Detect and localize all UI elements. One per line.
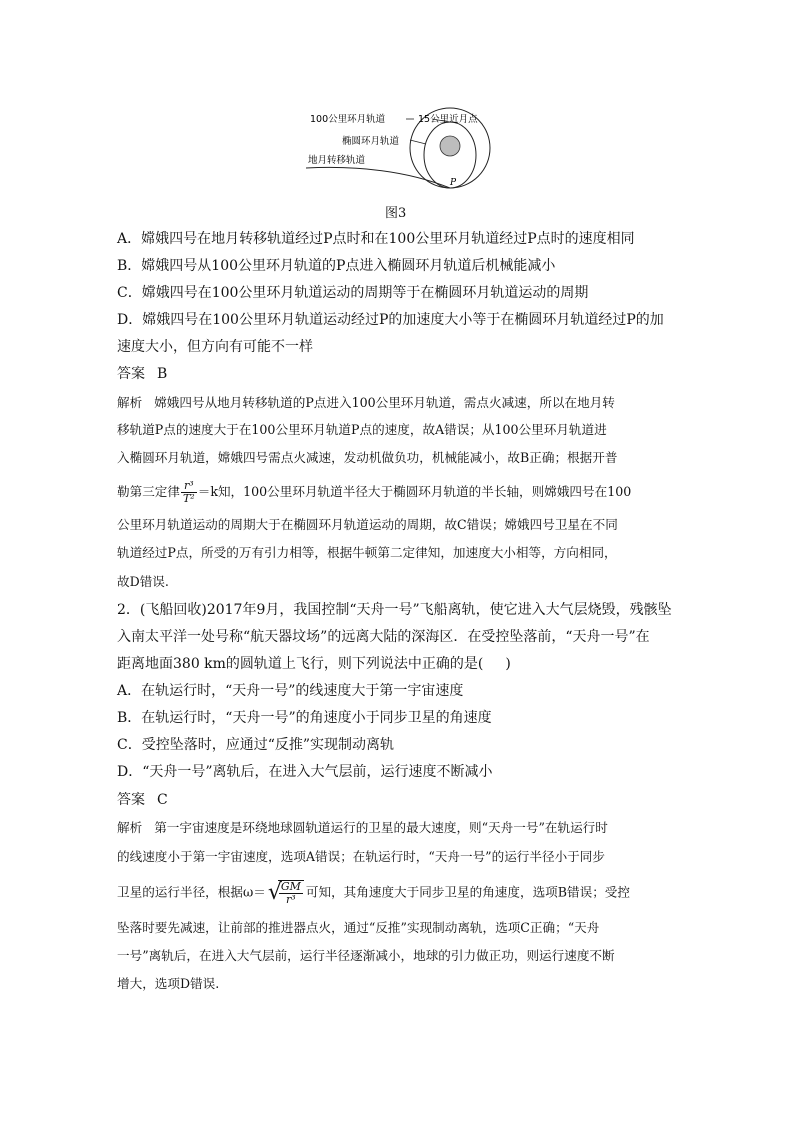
- q2-analysis-line: 坠落时要先减速，让前部的推进器点火，通过“反推”实现制动离轨，选项C正确；“天舟: [117, 920, 600, 935]
- q2-analysis-line: 一号”离轨后，在进入大气层前，运行半径逐渐减小，地球的引力做正功，则运行速度不断: [117, 948, 615, 963]
- label-transfer: 地月转移轨道: [308, 155, 366, 166]
- orbit-diagram: [300, 106, 500, 198]
- q1-analysis-line: [117, 393, 615, 413]
- q1-option-b: B．嫦娥四号从100公里环月轨道的P点进入椭圆环月轨道后机械能减小: [117, 258, 556, 274]
- leader-ellipse: [410, 140, 426, 144]
- q1-option-d: D．嫦娥四号在100公里环月轨道运动经过P的加速度大小等于在椭圆环月轨道经过P的加: [117, 312, 664, 328]
- kepler-fraction: [181, 480, 197, 505]
- answer-label: 答案: [117, 366, 145, 382]
- answer-value: B: [157, 366, 168, 382]
- fraction-denominator: r³: [286, 893, 296, 906]
- q1-analysis-line: 移轨道P点的速度大于在100公里环月轨道P点的速度，故A错误；从100公里环月轨道进: [117, 422, 607, 437]
- label-point-p: P: [450, 178, 457, 188]
- analysis-text: 勒第三定律: [117, 484, 180, 499]
- q2-answer: [117, 790, 168, 810]
- moon: [440, 136, 460, 156]
- q1-analysis-line: 轨道经过P点，所受的万有引力相等，根据牛顿第二定律知，加速度大小相等，方向相同，: [117, 545, 617, 560]
- figure-caption: 图3: [385, 206, 407, 221]
- stem-text: 距离地面380 km的圆轨道上飞行，则下列说法中正确的是(: [117, 656, 484, 672]
- fraction-denominator: T²: [182, 492, 195, 505]
- q1-option-a: A．嫦娥四号在地月转移轨道经过P点时和在100公里环月轨道经过P点时的速度相同: [117, 231, 635, 247]
- answer-label: 答案: [117, 792, 145, 808]
- analysis-text: 卫星的运行半径，根据ω＝: [117, 884, 266, 900]
- fraction-numerator: r³: [181, 480, 197, 493]
- q1-answer: [117, 364, 167, 384]
- q2-stem-line: [117, 654, 511, 674]
- analysis-text: ＝k知，100公里环月轨道半径大于椭圆环月轨道的半长轴，则嫦娥四号在100: [197, 484, 632, 499]
- transfer-orbit-path: [306, 167, 450, 188]
- q2-option-b: B．在轨运行时，“天舟一号”的角速度小于同步卫星的角速度: [117, 710, 492, 726]
- orbit-diagram-svg: [300, 106, 500, 198]
- analysis-label: 解析: [117, 395, 143, 410]
- answer-value: C: [157, 792, 168, 808]
- q2-analysis-line: [117, 880, 630, 906]
- q1-option-d-cont: 速度大小，但方向有可能不一样: [117, 339, 313, 355]
- q2-option-c: C．受控坠落时，应通过“反推”实现制动离轨: [117, 737, 395, 753]
- analysis-text: 嫦娥四号从地月转移轨道的P点进入100公里环月轨道，需点火减速，所以在地月转: [154, 395, 615, 410]
- q1-analysis-line: 入椭圆环月轨道，嫦娥四号需点火减速，发动机做负功，机械能减小，故B正确；根据开普: [117, 450, 618, 465]
- q1-option-c: C．嫦娥四号在100公里环月轨道运动的周期等于在椭圆环月轨道运动的周期: [117, 285, 589, 301]
- q2-analysis-line: [117, 818, 608, 838]
- fraction-numerator: GM: [280, 880, 301, 893]
- analysis-text: 可知，其角速度大于同步卫星的角速度，选项B错误；受控: [305, 884, 630, 900]
- label-100km: 100公里环月轨道: [310, 114, 386, 125]
- sqrt-fraction: [279, 881, 303, 906]
- q1-analysis-line: 故D错误.: [117, 574, 169, 589]
- q2-analysis-line: 的线速度小于第一宇宙速度，选项A错误；在轨运行时，“天舟一号”的运行半径小于同步: [117, 849, 605, 864]
- label-ellipse: 椭圆环月轨道: [342, 136, 400, 147]
- radical-sign: √: [267, 880, 282, 905]
- label-15km: 15公里近月点: [418, 114, 478, 125]
- q2-stem-line: 2．(飞船回收)2017年9月，我国控制“天舟一号”飞船离轨，使它进入大气层烧毁，残骸坠: [117, 602, 672, 618]
- q2-stem-line: 入南太平洋一处号称“航天器坟场”的远离大陆的深海区．在受控坠落前，“天舟一号”在: [117, 629, 650, 645]
- analysis-label: 解析: [117, 820, 143, 835]
- q1-analysis-line: [117, 480, 631, 505]
- q1-analysis-line: 公里环月轨道运动的周期大于在椭圆环月轨道运动的周期，故C错误；嫦娥四号卫星在不同: [117, 517, 618, 532]
- q2-option-a: A．在轨运行时，“天舟一号”的线速度大于第一宇宙速度: [117, 683, 464, 699]
- analysis-text: 第一宇宙速度是环绕地球圆轨道运行的卫星的最大速度，则“天舟一号”在轨运行时: [154, 820, 608, 835]
- stem-close-paren: ): [505, 656, 511, 672]
- q2-option-d: D．“天舟一号”离轨后，在进入大气层前，运行速度不断减小: [117, 764, 493, 780]
- sqrt-expression: [268, 880, 304, 906]
- q2-analysis-line: 增大，选项D错误.: [117, 976, 220, 991]
